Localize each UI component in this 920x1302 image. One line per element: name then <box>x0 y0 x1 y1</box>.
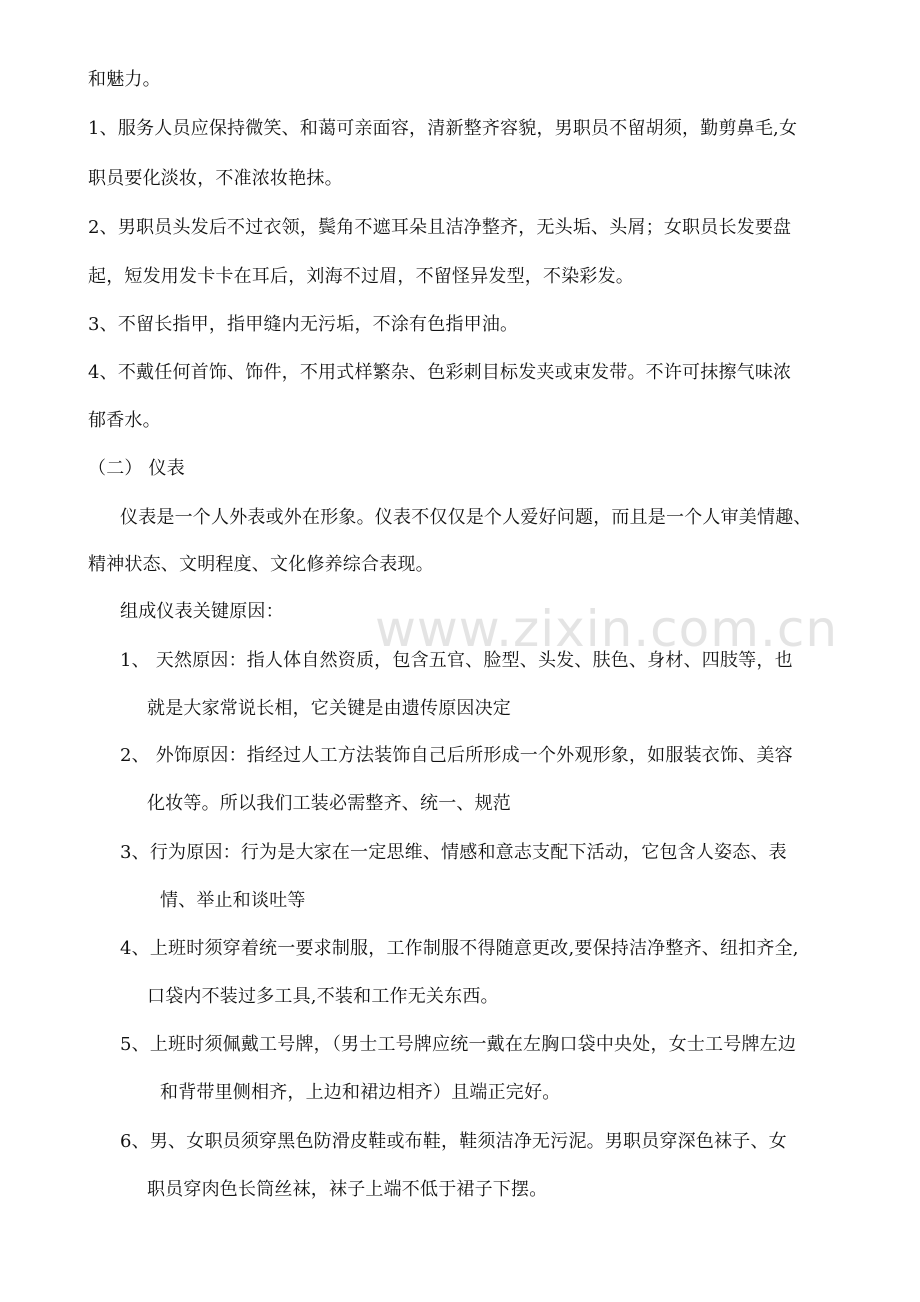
text-line: 精神状态、文明程度、文化修养综合表现。 <box>88 554 434 575</box>
text-line: 组成仪表关键原因： <box>120 601 284 622</box>
text-line: 化妆等。所以我们工装必需整齐、统一、规范 <box>147 793 511 814</box>
text-line: 职员穿肉色长筒丝袜，袜子上端不低于裙子下摆。 <box>147 1179 548 1200</box>
text-line: 情、举止和谈吐等 <box>160 890 306 911</box>
text-line: 1、服务人员应保持微笑、和蔼可亲面容，清新整齐容貌，男职员不留胡须，勤剪鼻毛,女 <box>88 118 798 139</box>
list-item: 5、上班时须佩戴工号牌，（男士工号牌应统一戴在左胸口袋中央处，女士工号牌左边 <box>120 1034 797 1055</box>
text-line: 口袋内不装过多工具,不装和工作无关东西。 <box>147 986 499 1007</box>
text-line: 仪表是一个人外表或外在形象。仪表不仅仅是个人爱好问题，而且是一个人审美情趣、 <box>120 507 812 528</box>
text-line: 郁香水。 <box>88 410 161 431</box>
list-item: 1、 天然原因：指人体自然资质，包含五官、脸型、头发、肤色、身材、四肢等，也 <box>120 650 793 671</box>
text-line: 3、不留长指甲，指甲缝内无污垢，不涂有色指甲油。 <box>88 314 519 335</box>
text-line: 2、男职员头发后不过衣领，鬓角不遮耳朵且洁净整齐，无头垢、头屑；女职员长发要盘 <box>88 217 792 238</box>
list-item: 4、上班时须穿着统一要求制服，工作制服不得随意更改,要保持洁净整齐、纽扣齐全, <box>120 938 799 959</box>
text-line: 4、不戴任何首饰、饰件，不用式样繁杂、色彩刺目标发夹或束发带。不许可抹擦气味浓 <box>88 362 792 383</box>
text-line: 和魅力。 <box>88 69 161 90</box>
list-item: 6、男、女职员须穿黑色防滑皮鞋或布鞋，鞋须洁净无污泥。男职员穿深色袜子、女 <box>120 1131 787 1152</box>
list-item: 2、 外饰原因：指经过人工方法装饰自己后所形成一个外观形象，如服装衣饰、美容 <box>120 745 793 766</box>
section-heading: （二） 仪表 <box>88 458 185 479</box>
text-line: 起，短发用发卡卡在耳后，刘海不过眉，不留怪异发型，不染彩发。 <box>88 266 634 287</box>
text-line: 就是大家常说长相，它关键是由遗传原因决定 <box>147 698 511 719</box>
text-line: 职员要化淡妆，不准浓妆艳抹。 <box>88 168 343 189</box>
text-line: 和背带里侧相齐，上边和裙边相齐）且端正完好。 <box>160 1082 561 1103</box>
watermark: www.zixin.com.cn <box>375 600 839 658</box>
list-item: 3、行为原因：行为是大家在一定思维、情感和意志支配下活动，它包含人姿态、表 <box>120 842 787 863</box>
